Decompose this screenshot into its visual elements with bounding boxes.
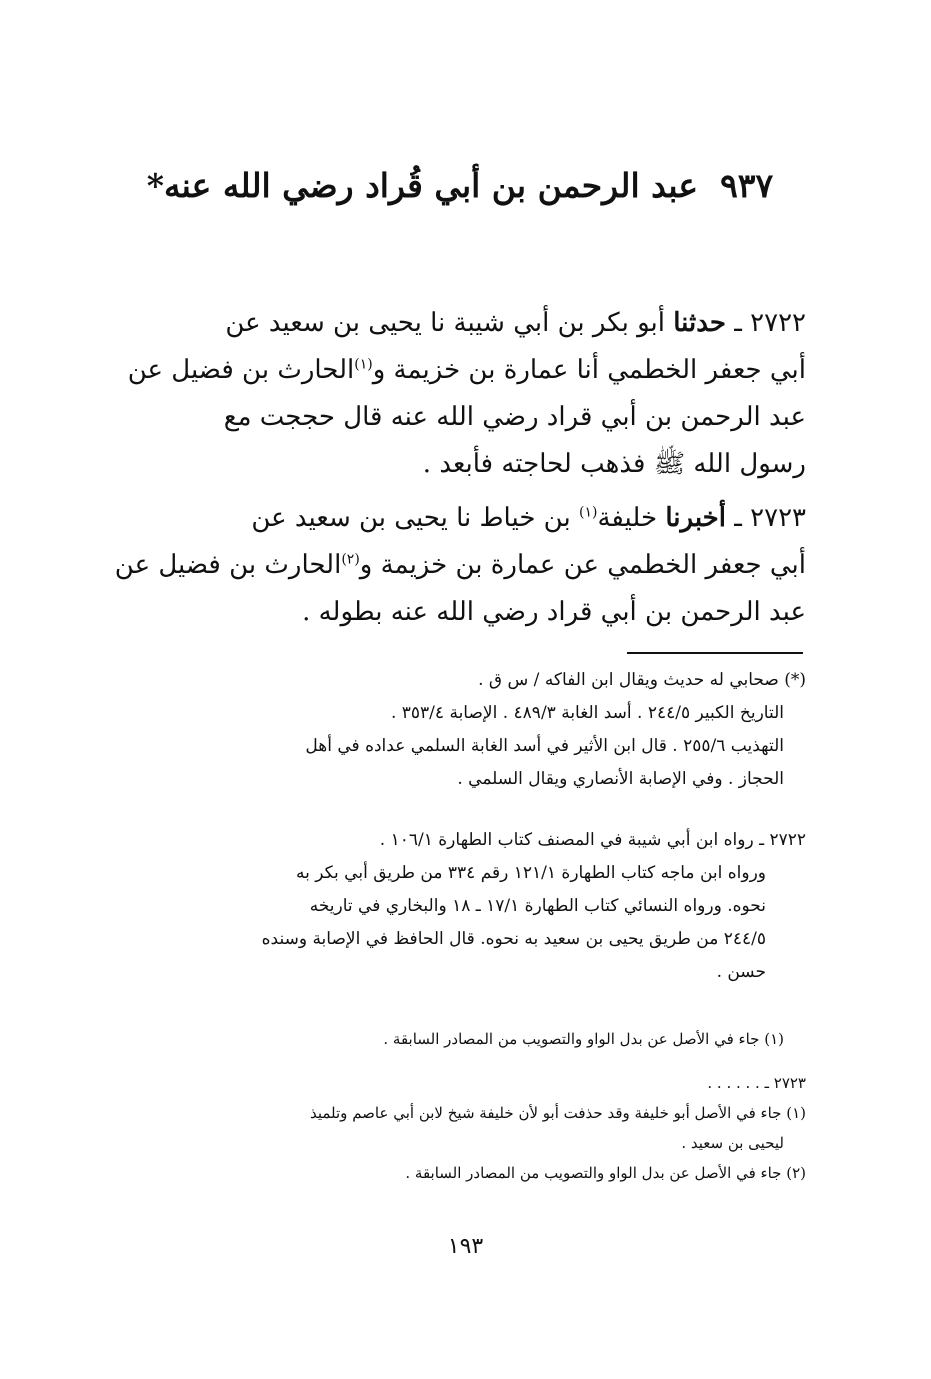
note-line: نحوه. ورواه النسائي كتاب الطهارة ١٧/١ ـ ١٨ والبخاري في تاريخه <box>309 896 766 916</box>
note-line: التاريخ الكبير ٢٤٤/٥ . أسد الغابة ٤٨٩/٣ . الإصابة ٣٥٣/٤ . <box>390 703 784 723</box>
hadith-separator: ـ <box>734 503 742 533</box>
hadith-keyword: حدثنا <box>673 308 726 338</box>
hadith-line <box>121 300 806 347</box>
note-line: ٢٧٢٣ ـ . . . . . . <box>707 1074 806 1092</box>
hadith-text: خليفة <box>597 503 658 533</box>
hadith-text: الحارث بن فضيل عن <box>127 355 355 385</box>
hadith-line: رسول الله ﷺ فذهب لحاجته فأبعد . <box>422 449 806 479</box>
footnote-ref: (٢) <box>341 551 360 568</box>
footnote-line: (١) جاء في الأصل عن بدل الواو والتصويب من المصادر السابقة . <box>383 1030 784 1048</box>
hadith-line <box>121 495 806 542</box>
note-line: ٢٤٤/٥ من طريق يحيى بن سعيد به نحوه. قال الحافظ في الإصابة وسنده <box>261 929 766 949</box>
chapter-title: عبد الرحمن بن أبي قُراد رضي الله عنه* <box>146 166 699 205</box>
hadith-number: ٢٧٢٢ <box>750 308 806 338</box>
footnote-line: (١) جاء في الأصل أبو خليفة وقد حذفت أبو لأن خليفة شيخ لابن أبي عاصم وتلميذ <box>309 1104 806 1122</box>
hadith-number: ٢٧٢٣ <box>750 503 806 533</box>
notes-2723 <box>116 1068 806 1188</box>
note-line: الحجاز . وفي الإصابة الأنصاري ويقال السلمي . <box>457 769 784 789</box>
hadith-separator: ـ <box>734 308 742 338</box>
hadith-keyword: أخبرنا <box>665 503 726 533</box>
hadith-text: الحارث بن فضيل عن <box>114 550 342 580</box>
notes-2722 <box>116 824 806 989</box>
hadith-2722 <box>121 300 806 488</box>
chapter-heading <box>120 160 800 212</box>
footnote-divider <box>627 652 803 654</box>
note-line: ٢٧٢٢ ـ رواه ابن أبي شيبة في المصنف كتاب الطهارة ١٠٦/١ . <box>379 830 806 850</box>
footnote-line: (٢) جاء في الأصل عن بدل الواو والتصويب من المصادر السابقة . <box>405 1164 806 1182</box>
footnote-2722 <box>116 1024 806 1054</box>
hadith-text: أبو بكر بن أبي شيبة نا يحيى بن سعيد عن <box>225 308 665 338</box>
notes-biography <box>116 664 806 796</box>
hadith-text: أبي جعفر الخطمي عن عمارة بن خزيمة و <box>359 550 806 580</box>
footnote-ref: (١) <box>354 356 373 373</box>
hadith-text: أبي جعفر الخطمي أنا عمارة بن خزيمة و <box>372 355 806 385</box>
footnote-ref: (١) <box>578 504 598 521</box>
note-line: التهذيب ٢٥٥/٦ . قال ابن الأثير في أسد الغابة السلمي عداده في أهل <box>305 736 784 756</box>
hadith-2723 <box>114 495 806 636</box>
note-line: (*) صحابي له حديث ويقال ابن الفاكه / س ق . <box>478 670 806 690</box>
note-line: ورواه ابن ماجه كتاب الطهارة ١٢١/١ رقم ٣٣٤ من طريق أبي بكر به <box>296 863 766 883</box>
hadith-text: بن خياط نا يحيى بن سعيد عن <box>251 503 571 533</box>
page-number: ١٩٣ <box>447 1234 484 1259</box>
chapter-number: ٩٣٧ <box>720 166 774 205</box>
footnote-line: ليحيى بن سعيد . <box>681 1134 784 1152</box>
note-line: حسن . <box>716 962 766 982</box>
hadith-line: عبد الرحمن بن أبي قراد رضي الله عنه قال حججت مع <box>223 402 806 432</box>
hadith-line <box>114 542 806 589</box>
hadith-line: عبد الرحمن بن أبي قراد رضي الله عنه بطوله . <box>302 597 806 627</box>
hadith-line <box>121 347 806 394</box>
